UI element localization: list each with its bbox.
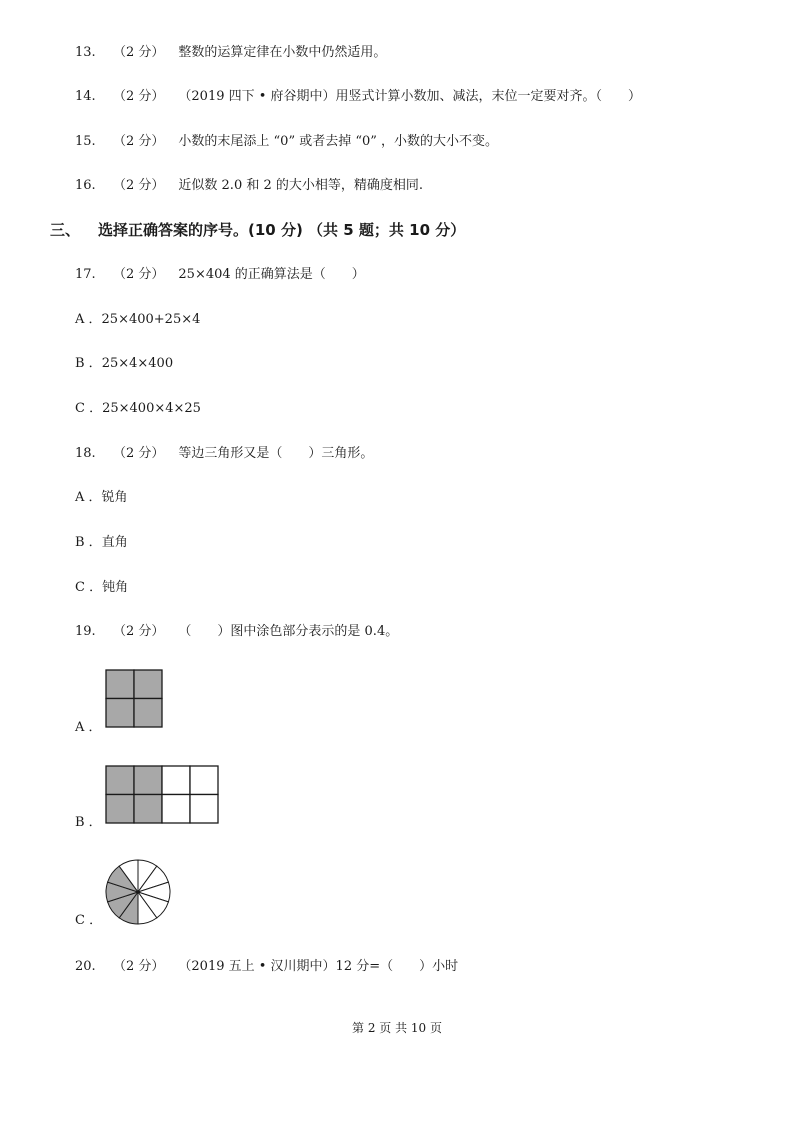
question-number: 15.: [75, 134, 96, 149]
option-text: 25×400×4×25: [102, 401, 201, 416]
question-14: [75, 89, 641, 105]
question-13: [75, 45, 386, 61]
question-score: （2 分）: [113, 267, 165, 282]
option-text: 钝角: [102, 580, 129, 595]
option-letter: C ．: [75, 401, 103, 416]
figure-rectangle-eight-parts: [105, 765, 219, 824]
question-18: [75, 446, 373, 462]
question-text: 等边三角形又是（ ）三角形。: [178, 446, 374, 461]
option-17-c[interactable]: [75, 401, 201, 417]
figure-cell: [134, 766, 162, 795]
option-letter: A ．: [75, 720, 102, 735]
figure-circle-ten-parts: [104, 858, 172, 926]
question-score: （2 分）: [113, 446, 165, 461]
option-text: 直角: [101, 535, 128, 550]
option-letter: C ．: [75, 913, 103, 928]
option-18-c[interactable]: [75, 580, 128, 596]
figure-cell: [106, 766, 134, 795]
question-score: （2 分）: [113, 45, 165, 60]
question-text: 小数的末尾添上 “0” 或者去掉 “0” ，小数的大小不变。: [178, 134, 499, 149]
option-18-a[interactable]: [75, 490, 128, 506]
option-19-b[interactable]: [75, 815, 102, 831]
question-19: [75, 624, 398, 640]
question-text: 近似数 2.0 和 2 的大小相等，精确度相同.: [178, 178, 424, 193]
question-20: [75, 959, 458, 975]
section-heading: [50, 219, 465, 240]
figure-cell: [134, 795, 162, 824]
question-number: 13.: [75, 45, 96, 60]
figure-cell: [134, 670, 162, 699]
option-letter: A ．: [75, 490, 102, 505]
figure-cell: [162, 766, 190, 795]
question-15: [75, 134, 498, 150]
option-text: 25×400+25×4: [101, 312, 201, 327]
figure-cell: [106, 699, 134, 728]
question-text: （2019 五上 • 汉川期中）12 分=（ ）小时: [178, 959, 459, 974]
figure-cell: [162, 795, 190, 824]
page-footer: 第 2 页 共 10 页: [352, 1021, 442, 1035]
question-number: 14.: [75, 89, 96, 104]
figure-cell: [106, 670, 134, 699]
option-19-a[interactable]: [75, 720, 102, 736]
question-score: （2 分）: [113, 89, 165, 104]
option-17-a[interactable]: [75, 312, 200, 328]
figure-cell: [134, 699, 162, 728]
option-text: 锐角: [101, 490, 128, 505]
question-score: （2 分）: [113, 624, 165, 639]
question-17: [75, 267, 365, 283]
option-letter: C ．: [75, 580, 103, 595]
figure-square-four-parts: [105, 669, 163, 728]
question-number: 20.: [75, 959, 96, 974]
figure-cell: [190, 795, 218, 824]
question-number: 19.: [75, 624, 96, 639]
option-letter: B ．: [75, 356, 102, 371]
question-text: （ ）图中涂色部分表示的是 0.4。: [178, 624, 399, 639]
figure-cell: [106, 795, 134, 824]
question-score: （2 分）: [113, 959, 165, 974]
question-text: 整数的运算定律在小数中仍然适用。: [178, 45, 387, 60]
option-17-b[interactable]: [75, 356, 173, 372]
question-text: 25×404 的正确算法是（ ）: [178, 267, 365, 282]
question-score: （2 分）: [113, 134, 165, 149]
question-16: [75, 178, 423, 194]
section-title: 选择正确答案的序号。(10 分) （共 5 题；共 10 分）: [98, 221, 466, 239]
option-text: 25×4×400: [101, 356, 174, 371]
option-19-c[interactable]: [75, 913, 102, 929]
question-text: （2019 四下 • 府谷期中）用竖式计算小数加、减法，末位一定要对齐。（ ）: [178, 89, 642, 104]
option-letter: B ．: [75, 535, 102, 550]
figure-cell: [190, 766, 218, 795]
question-score: （2 分）: [113, 178, 165, 193]
question-number: 18.: [75, 446, 96, 461]
question-number: 17.: [75, 267, 96, 282]
option-letter: B ．: [75, 815, 102, 830]
option-letter: A ．: [75, 312, 102, 327]
section-number: 三、: [50, 221, 81, 239]
option-18-b[interactable]: [75, 535, 128, 551]
question-number: 16.: [75, 178, 96, 193]
